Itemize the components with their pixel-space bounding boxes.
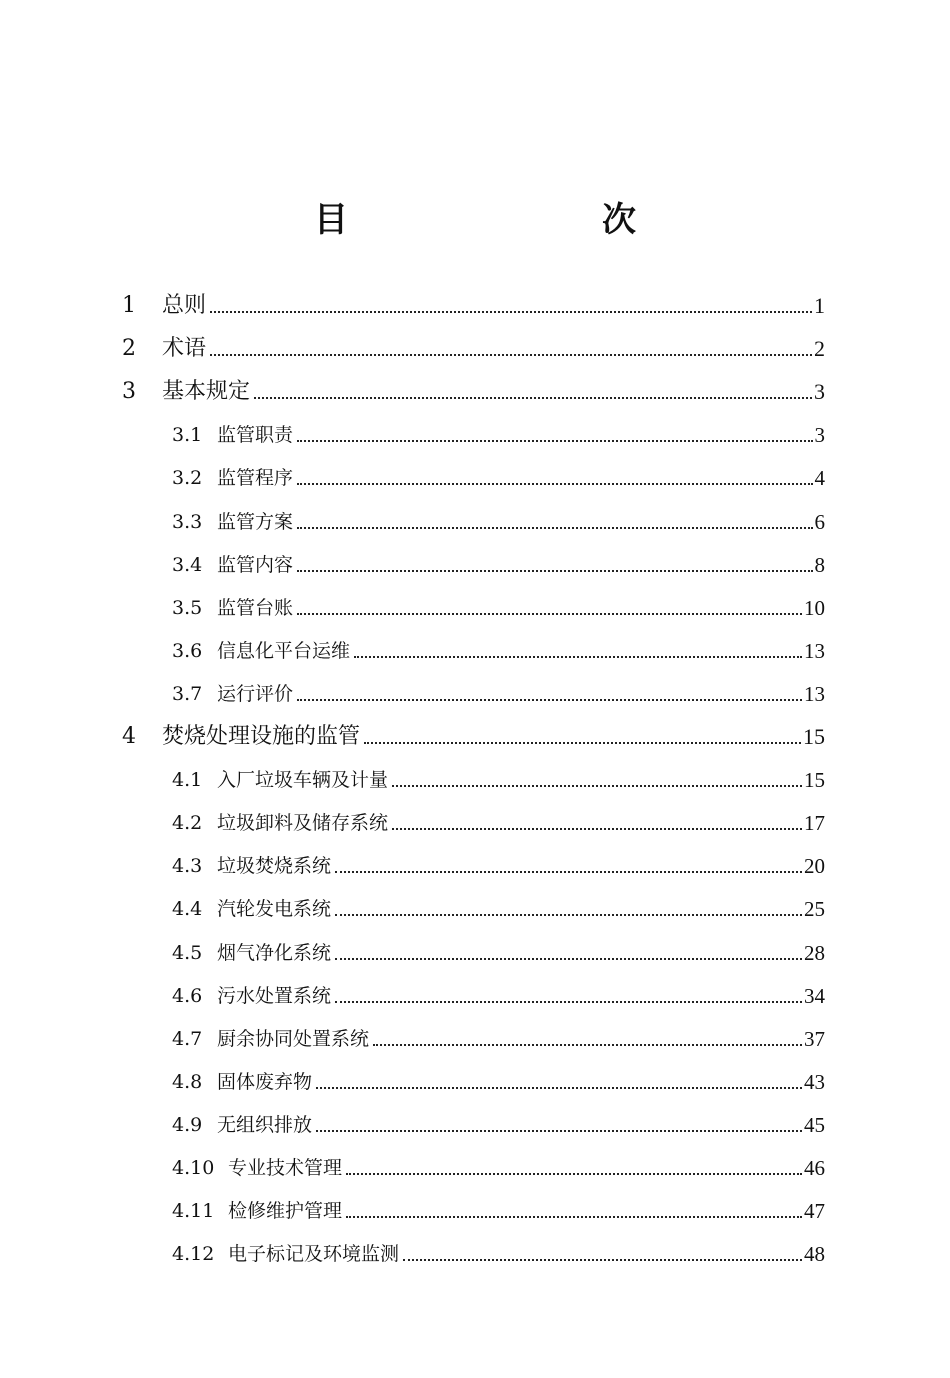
toc-entry-number: 3.4 <box>172 553 203 576</box>
toc-entry-number: 3.2 <box>172 467 203 490</box>
toc-entry[interactable] <box>172 580 825 623</box>
dot-leader <box>210 310 812 313</box>
toc-entry[interactable] <box>172 925 825 968</box>
toc-entry[interactable] <box>172 1140 825 1183</box>
toc-entry[interactable] <box>172 666 825 709</box>
toc-entry-page-number: 17 <box>804 811 825 836</box>
toc-entry[interactable] <box>172 537 825 580</box>
toc-entry-page-number: 34 <box>804 983 825 1008</box>
toc-entry-title: 检修维护管理 <box>228 1200 343 1223</box>
toc-entry-number: 4.8 <box>172 1070 203 1093</box>
toc-entry[interactable] <box>172 1097 825 1140</box>
toc-entry-page-number: 6 <box>814 509 825 534</box>
dot-leader <box>254 396 812 399</box>
toc-entry-title: 术语 <box>162 336 207 362</box>
toc-entry-title: 监管方案 <box>217 510 294 533</box>
toc-entry-title: 无组织排放 <box>217 1113 313 1136</box>
toc-entry-number: 4.3 <box>172 855 203 878</box>
toc-entry-page-number: 46 <box>804 1156 825 1180</box>
toc-entry[interactable] <box>172 407 825 450</box>
toc-entry[interactable] <box>172 968 825 1011</box>
toc-entry-page-number: 48 <box>804 1242 825 1267</box>
toc-entry-title: 入厂垃圾车辆及计量 <box>217 769 389 792</box>
dot-leader <box>297 439 812 442</box>
toc-entry-number: 4.10 <box>172 1157 215 1179</box>
dot-leader <box>297 482 812 485</box>
toc-entry-number: 4.11 <box>172 1200 215 1223</box>
dot-leader <box>373 1043 802 1046</box>
toc-entry-page-number: 3 <box>814 423 825 448</box>
toc-entry-title: 焚烧处理设施的监管 <box>162 724 361 749</box>
dot-leader <box>297 698 802 701</box>
toc-entry-title: 信息化平台运维 <box>217 639 351 662</box>
toc-entry-title: 电子标记及环境监测 <box>228 1243 400 1266</box>
dot-leader <box>392 827 802 830</box>
toc-entry-page-number: 45 <box>804 1112 825 1137</box>
toc-entry-number: 4.7 <box>172 1027 203 1050</box>
toc-entry[interactable] <box>172 1183 825 1226</box>
toc-entry-page-number: 20 <box>804 854 825 879</box>
toc-entry-page-number: 8 <box>814 552 825 577</box>
dot-leader <box>335 957 802 960</box>
toc-entry-page-number: 13 <box>804 681 825 706</box>
dot-leader <box>392 784 802 787</box>
dot-leader <box>346 1215 802 1218</box>
toc-entry-number: 2 <box>122 336 136 362</box>
toc-entry-title: 监管职责 <box>217 424 294 447</box>
toc-entry[interactable] <box>172 1226 825 1269</box>
toc-entry[interactable] <box>172 795 825 838</box>
dot-leader <box>354 655 802 658</box>
toc-entry[interactable] <box>172 1011 825 1054</box>
toc-entry-title: 污水处置系统 <box>217 984 332 1007</box>
toc-entry-number: 4.2 <box>172 812 203 835</box>
toc-entry-title: 垃圾卸料及储存系统 <box>217 812 389 835</box>
toc-entry[interactable] <box>172 881 825 924</box>
toc-entry[interactable] <box>172 1054 825 1097</box>
toc-entry-title: 运行评价 <box>217 682 294 705</box>
toc-entry-title: 固体废弃物 <box>217 1070 313 1093</box>
toc-entry-number: 4 <box>122 724 136 749</box>
dot-leader <box>346 1172 802 1175</box>
toc-entry[interactable] <box>122 364 825 407</box>
toc-entry-page-number: 1 <box>814 293 825 318</box>
dot-leader <box>364 741 801 744</box>
toc-entry-title: 厨余协同处置系统 <box>217 1027 370 1050</box>
toc-entry-number: 3.1 <box>172 424 203 447</box>
dot-leader <box>335 913 802 916</box>
toc-entry-number: 4.6 <box>172 984 203 1007</box>
toc-entry-title: 汽轮发电系统 <box>217 898 332 921</box>
toc-title: 目 次 <box>314 200 698 240</box>
dot-leader <box>316 1129 802 1132</box>
toc-entry-title: 监管程序 <box>217 467 294 490</box>
dot-leader <box>316 1086 802 1089</box>
dot-leader <box>297 612 802 615</box>
toc-entry-number: 4.5 <box>172 941 203 964</box>
toc-entry[interactable] <box>172 623 825 666</box>
toc-entry-page-number: 13 <box>804 638 825 663</box>
toc-entry[interactable] <box>172 752 825 795</box>
toc-entry-title: 垃圾焚烧系统 <box>217 855 332 878</box>
dot-leader <box>297 526 812 529</box>
toc-entry-page-number: 43 <box>804 1069 825 1094</box>
toc-entry-number: 3.3 <box>172 510 203 533</box>
toc-entry-number: 1 <box>122 293 136 318</box>
toc-entry-page-number: 37 <box>804 1026 825 1051</box>
toc-entry-number: 3 <box>122 379 136 405</box>
toc-entry-page-number: 15 <box>804 768 825 793</box>
dot-leader <box>210 353 812 356</box>
toc-entry-number: 4.1 <box>172 769 203 792</box>
toc-entry-page-number: 2 <box>814 336 825 362</box>
toc-entry-title: 监管台账 <box>217 596 294 619</box>
toc-entry[interactable] <box>172 450 825 493</box>
toc-entry-title: 烟气净化系统 <box>217 941 332 964</box>
toc-entry-number: 4.12 <box>172 1243 215 1266</box>
dot-leader <box>335 1000 802 1003</box>
dot-leader <box>403 1258 802 1261</box>
toc-entry-title: 基本规定 <box>162 379 251 405</box>
toc-entry-page-number: 28 <box>804 940 825 965</box>
toc-entry[interactable] <box>122 278 825 321</box>
toc-entry[interactable] <box>122 709 825 752</box>
toc-entry-number: 4.9 <box>172 1113 203 1136</box>
dot-leader <box>297 569 812 572</box>
dot-leader <box>335 870 802 873</box>
toc-entry-title: 监管内容 <box>217 553 294 576</box>
toc-entry-number: 3.6 <box>172 639 203 662</box>
toc-entry-page-number: 47 <box>804 1199 825 1224</box>
toc-entry[interactable] <box>122 321 825 364</box>
toc-entry-page-number: 10 <box>804 595 825 620</box>
toc-entry-title: 总则 <box>162 293 207 318</box>
toc-entry-page-number: 3 <box>814 379 825 405</box>
toc-entry-title: 专业技术管理 <box>228 1157 343 1179</box>
toc-entry[interactable] <box>172 838 825 881</box>
toc-entry-page-number: 25 <box>804 897 825 922</box>
toc-entry-page-number: 4 <box>814 466 825 491</box>
toc-entry-number: 4.4 <box>172 898 203 921</box>
toc-entry-number: 3.5 <box>172 596 203 619</box>
toc-entry[interactable] <box>172 494 825 537</box>
toc-entry-number: 3.7 <box>172 682 203 705</box>
toc-entry-page-number: 15 <box>803 724 825 749</box>
